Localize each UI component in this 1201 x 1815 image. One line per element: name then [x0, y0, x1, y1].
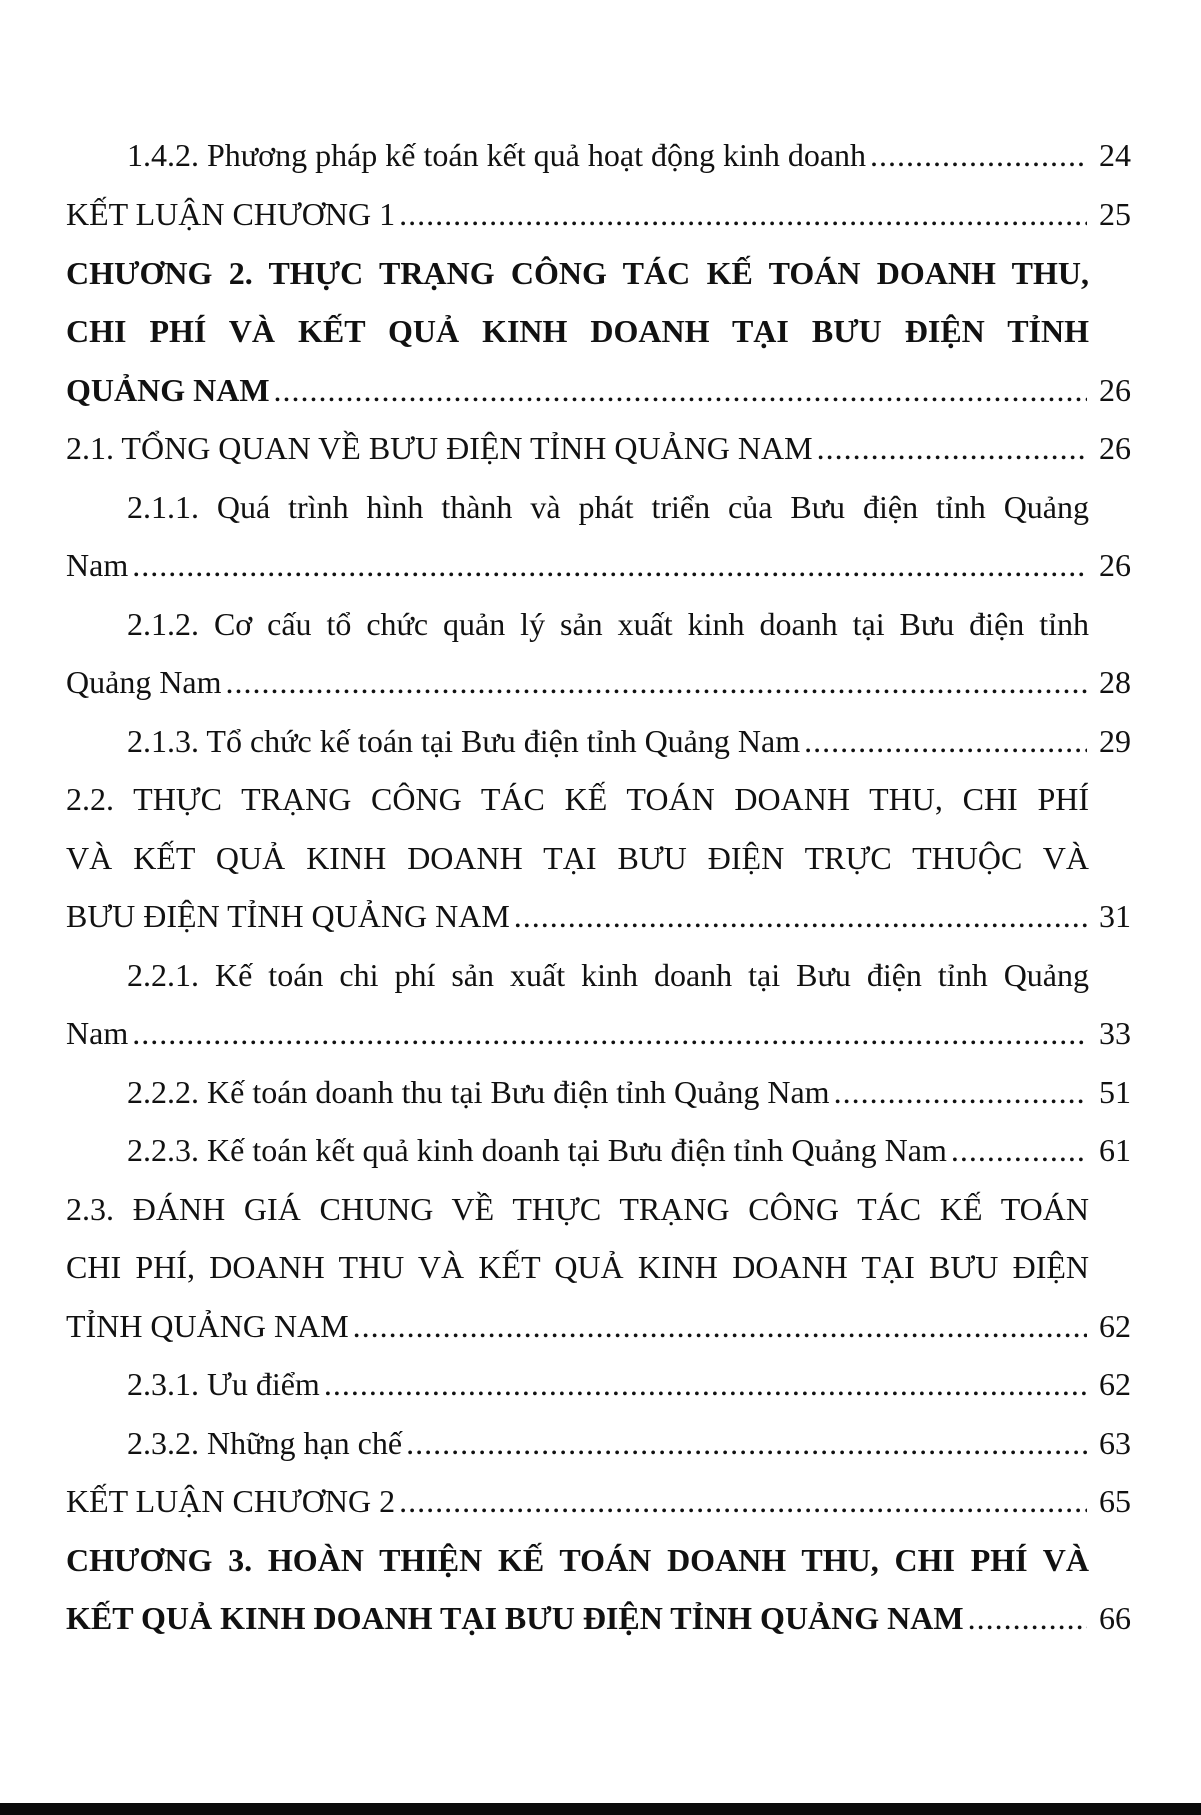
toc-entry-text: 1.4.2. Phương pháp kế toán kết quả hoạt động kinh doanh	[127, 137, 867, 173]
dot-leader	[804, 719, 1087, 763]
toc-entry	[66, 1479, 1131, 1523]
dot-leader	[324, 1362, 1087, 1406]
toc-page-number: 62	[1099, 1308, 1131, 1344]
toc-entry-text: 2.2.2. Kế toán doanh thu tại Bưu điện tỉnh Quảng Nam	[127, 1074, 830, 1110]
toc-entry-text: CHƯƠNG 2. THỰC TRẠNG CÔNG TÁC KẾ TOÁN DOANH THU,	[66, 255, 1089, 291]
toc-entry-wrap-line	[66, 836, 1089, 880]
toc-entry-text: QUẢNG NAM	[66, 372, 270, 408]
dot-leader	[514, 894, 1087, 938]
dot-leader	[406, 1421, 1087, 1465]
toc-heading-line	[66, 309, 1089, 353]
toc-heading-line	[66, 1538, 1089, 1582]
toc-entry-text: 2.3. ĐÁNH GIÁ CHUNG VỀ THỰC TRẠNG CÔNG TÁC KẾ TOÁN	[66, 1191, 1089, 1227]
toc-page-number: 26	[1099, 430, 1131, 466]
dot-leader	[834, 1070, 1087, 1114]
toc-page-number: 63	[1099, 1425, 1131, 1461]
toc-entry	[127, 133, 1131, 177]
toc-page-number: 66	[1099, 1600, 1131, 1636]
toc-entry	[127, 1070, 1131, 1114]
toc-entry	[127, 1362, 1131, 1406]
bottom-edge-bar	[0, 1803, 1201, 1815]
dot-leader	[274, 368, 1087, 412]
toc-entry	[66, 1596, 1131, 1640]
toc-heading-line	[66, 251, 1089, 295]
toc-entry-text: KẾT LUẬN CHƯƠNG 1	[66, 196, 396, 232]
toc-entry-text: KẾT LUẬN CHƯƠNG 2	[66, 1483, 396, 1519]
dot-leader	[968, 1596, 1087, 1640]
toc-page-number: 29	[1099, 723, 1131, 759]
toc-entry-text: 2.2. THỰC TRẠNG CÔNG TÁC KẾ TOÁN DOANH THU, CHI PHÍ	[66, 781, 1089, 817]
toc-entry	[66, 368, 1131, 412]
toc-entry	[66, 543, 1131, 587]
toc-entry-text: VÀ KẾT QUẢ KINH DOANH TẠI BƯU ĐIỆN TRỰC THUỘC VÀ	[66, 840, 1089, 876]
toc-entry-text: 2.1.1. Quá trình hình thành và phát triển của Bưu điện tỉnh Quảng	[127, 489, 1089, 525]
toc-entry-text: CHI PHÍ VÀ KẾT QUẢ KINH DOANH TẠI BƯU ĐIỆN TỈNH	[66, 313, 1089, 349]
toc-entry	[127, 1128, 1131, 1172]
dot-leader	[399, 192, 1087, 236]
toc-entry-wrap-line	[127, 485, 1089, 529]
toc-entry-text: 2.1.3. Tổ chức kế toán tại Bưu điện tỉnh Quảng Nam	[127, 723, 801, 759]
toc-entry-text: TỈNH QUẢNG NAM	[66, 1308, 349, 1344]
toc-entry-text: CHƯƠNG 3. HOÀN THIỆN KẾ TOÁN DOANH THU, CHI PHÍ VÀ	[66, 1542, 1089, 1578]
toc-entry	[66, 1011, 1131, 1055]
toc-entry-text: BƯU ĐIỆN TỈNH QUẢNG NAM	[66, 898, 510, 934]
dot-leader	[353, 1304, 1087, 1348]
toc-entry-wrap-line	[127, 602, 1089, 646]
toc-entry	[66, 426, 1131, 470]
toc-entry-text: 2.2.1. Kế toán chi phí sản xuất kinh doanh tại Bưu điện tỉnh Quảng	[127, 957, 1089, 993]
toc-page-number: 62	[1099, 1366, 1131, 1402]
toc-entry-text: 2.1.2. Cơ cấu tổ chức quản lý sản xuất kinh doanh tại Bưu điện tỉnh	[127, 606, 1089, 642]
dot-leader	[132, 1011, 1087, 1055]
toc-entry-text: 2.2.3. Kế toán kết quả kinh doanh tại Bưu điện tỉnh Quảng Nam	[127, 1132, 947, 1168]
toc-entry-text: KẾT QUẢ KINH DOANH TẠI BƯU ĐIỆN TỈNH QUẢNG NAM	[66, 1600, 964, 1636]
toc-entry	[127, 719, 1131, 763]
dot-leader	[399, 1479, 1087, 1523]
toc-entry	[66, 1304, 1131, 1348]
toc-entry	[127, 1421, 1131, 1465]
toc-entry-wrap-line	[127, 953, 1089, 997]
toc-entry-text: Quảng Nam	[66, 664, 222, 700]
toc-entry-text: CHI PHÍ, DOANH THU VÀ KẾT QUẢ KINH DOANH TẠI BƯU ĐIỆN	[66, 1249, 1089, 1285]
toc-entry-wrap-line	[66, 777, 1089, 821]
toc-page-number: 28	[1099, 664, 1131, 700]
toc-page-number: 33	[1099, 1015, 1131, 1051]
toc-page-number: 61	[1099, 1132, 1131, 1168]
toc-page-number: 51	[1099, 1074, 1131, 1110]
toc-entry	[66, 660, 1131, 704]
toc-page-number: 65	[1099, 1483, 1131, 1519]
toc-entry-text: 2.1. TỔNG QUAN VỀ BƯU ĐIỆN TỈNH QUẢNG NAM	[66, 430, 813, 466]
toc-entry-text: Nam	[66, 1015, 129, 1051]
toc-page-number: 25	[1099, 196, 1131, 232]
dot-leader	[226, 660, 1087, 704]
dot-leader	[951, 1128, 1087, 1172]
toc-entry	[66, 192, 1131, 236]
toc-page-number: 24	[1099, 137, 1131, 173]
toc-entry-text: Nam	[66, 547, 129, 583]
toc-page-number: 31	[1099, 898, 1131, 934]
dot-leader	[132, 543, 1087, 587]
dot-leader	[817, 426, 1087, 470]
toc-page-number: 26	[1099, 547, 1131, 583]
toc-entry-wrap-line	[66, 1187, 1089, 1231]
toc-entry	[66, 894, 1131, 938]
toc-entry-text: 2.3.2. Những hạn chế	[127, 1425, 403, 1461]
dot-leader	[870, 133, 1087, 177]
toc-page-number: 26	[1099, 372, 1131, 408]
toc-entry-text: 2.3.1. Ưu điểm	[127, 1366, 320, 1402]
toc-entry-wrap-line	[66, 1245, 1089, 1289]
